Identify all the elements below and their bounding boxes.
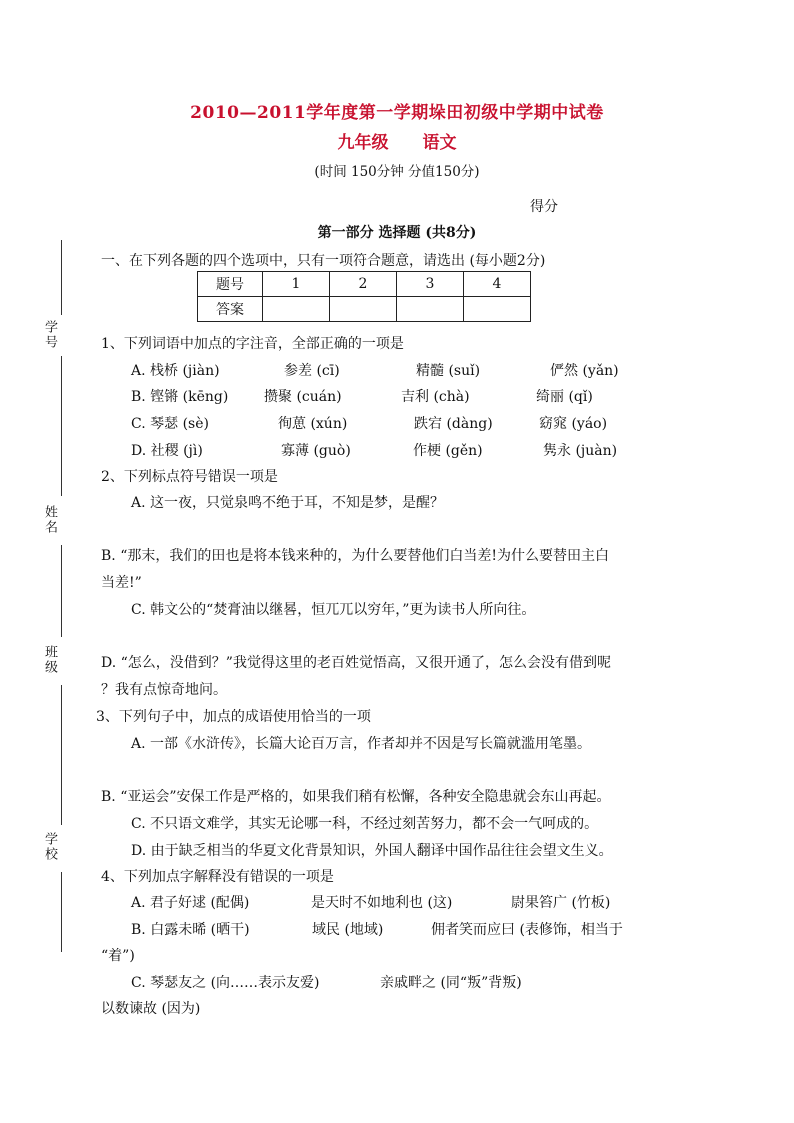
answer-table	[197, 271, 531, 322]
option-text: 亲戚畔之 (同“叛”背叛)	[380, 975, 522, 991]
question-2-option-d-cont: ？我有点惊奇地问。	[101, 682, 227, 698]
question-2-option-a: A. 这一夜，只觉泉鸣不绝于耳，不知是梦，是醒？	[131, 495, 445, 511]
score-label: 得分	[530, 199, 558, 215]
table-cell-number: 2	[330, 272, 397, 297]
exam-title: 2010—2011学年度第一学期垛田初级中学期中试卷	[190, 103, 604, 123]
subject-label: 语文	[422, 133, 457, 153]
margin-name: 姓名	[42, 505, 57, 535]
option-text: D. 社稷 (jì)	[131, 443, 203, 459]
answer-cell[interactable]	[464, 297, 531, 322]
question-3-option-b: B. “亚运会”安保工作是严格的，如果我们稍有松懈，各种安全隐患就会东山再起。	[101, 789, 611, 805]
table-cell-number: 3	[397, 272, 464, 297]
table-cell-header: 题号	[198, 272, 263, 297]
question-4-option-b-cont: “着”)	[101, 948, 135, 964]
option-text: 参差 (cī)	[284, 363, 340, 379]
question-1-stem: 1、下列词语中加点的字注音，全部正确的一项是	[101, 336, 404, 352]
question-2-stem: 2、下列标点符号错误一项是	[101, 469, 278, 485]
option-text: 作梗 (gěn)	[413, 443, 483, 459]
grade-subject-line	[0, 128, 794, 153]
question-3-option-a: A. 一部《水浒传》，长篇大论百万言，作者却并不因是写长篇就滥用笔墨。	[131, 736, 592, 752]
question-3-option-d: D. 由于缺乏相当的华夏文化背景知识，外国人翻译中国作品往往会望文生义。	[131, 843, 613, 859]
margin-line	[61, 356, 62, 496]
option-text: 隽永 (juàn)	[543, 443, 618, 459]
question-3-option-c: C. 不只语文难学，其实无论哪一科，不经过刻苦努力，都不会一气呵成的。	[131, 816, 599, 832]
option-text: C. 琴瑟友之 (向……表示友爱)	[131, 975, 320, 991]
option-text: 俨然 (yǎn)	[550, 363, 619, 379]
table-cell-number: 1	[263, 272, 330, 297]
grade-label: 九年级	[337, 133, 389, 153]
option-text: 尉果笞广 (竹板)	[511, 895, 611, 911]
margin-line	[61, 872, 62, 952]
option-text: 佣者笑而应曰 (表修饰，相当于	[431, 922, 623, 938]
question-3-stem: 3、下列句子中，加点的成语使用恰当的一项	[96, 709, 371, 725]
table-row	[198, 297, 531, 322]
answer-cell[interactable]	[263, 297, 330, 322]
table-cell-header: 答案	[198, 297, 263, 322]
option-text: 吉利 (chà)	[401, 389, 470, 405]
margin-class: 班级	[42, 645, 57, 675]
option-text: A. 栈桥 (jiàn)	[131, 363, 220, 379]
table-cell-number: 4	[464, 272, 531, 297]
option-text: 精髓 (suǐ)	[416, 363, 481, 379]
answer-cell[interactable]	[397, 297, 464, 322]
margin-student-id: 学号	[42, 320, 57, 350]
option-text: 绮丽 (qǐ)	[536, 389, 593, 405]
question-2-option-b: B. “那末，我们的田也是将本钱来种的，为什么要替他们白当差!为什么要替田主白	[101, 548, 609, 564]
option-text: 跌宕 (dàng)	[414, 416, 493, 432]
margin-school: 学校	[42, 832, 57, 862]
option-text: 寡薄 (guò)	[281, 443, 351, 459]
question-4-option-c-cont: 以数谏故 (因为)	[101, 1001, 201, 1017]
time-and-score-info: (时间 150分钟 分值150分)	[314, 164, 480, 180]
section-instruction: 一、在下列各题的四个选项中，只有一项符合题意，请选出 (每小题2分)	[101, 253, 546, 269]
question-2-option-d: D. “怎么，没借到？”我觉得这里的老百姓觉悟高，又很开通了，怎么会没有借到呢	[101, 655, 611, 671]
part-heading: 第一部分 选择题 (共8分)	[317, 225, 477, 241]
option-text: C. 琴瑟 (sè)	[131, 416, 209, 432]
question-2-option-b-cont: 当差!”	[101, 575, 142, 591]
option-text: B. 白露未晞 (晒干)	[131, 922, 250, 938]
margin-line	[61, 545, 62, 637]
answer-cell[interactable]	[330, 297, 397, 322]
option-text: 窈窕 (yáo)	[539, 416, 608, 432]
margin-line	[61, 685, 62, 825]
question-4-stem: 4、下列加点字解释没有错误的一项是	[101, 869, 334, 885]
option-text: 域民 (地域)	[312, 922, 384, 938]
option-text: A. 君子好逑 (配偶)	[131, 895, 250, 911]
option-text: 徇葸 (xún)	[278, 416, 348, 432]
margin-line	[61, 240, 62, 315]
option-text: 是天时不如地利也 (这)	[311, 895, 453, 911]
question-2-option-c: C. 韩文公的“焚膏油以继晷，恒兀兀以穷年，”更为读书人所向往。	[131, 602, 536, 618]
option-text: 攒聚 (cuán)	[264, 389, 342, 405]
option-text: B. 铿锵 (kēng)	[131, 389, 229, 405]
table-row	[198, 272, 531, 297]
